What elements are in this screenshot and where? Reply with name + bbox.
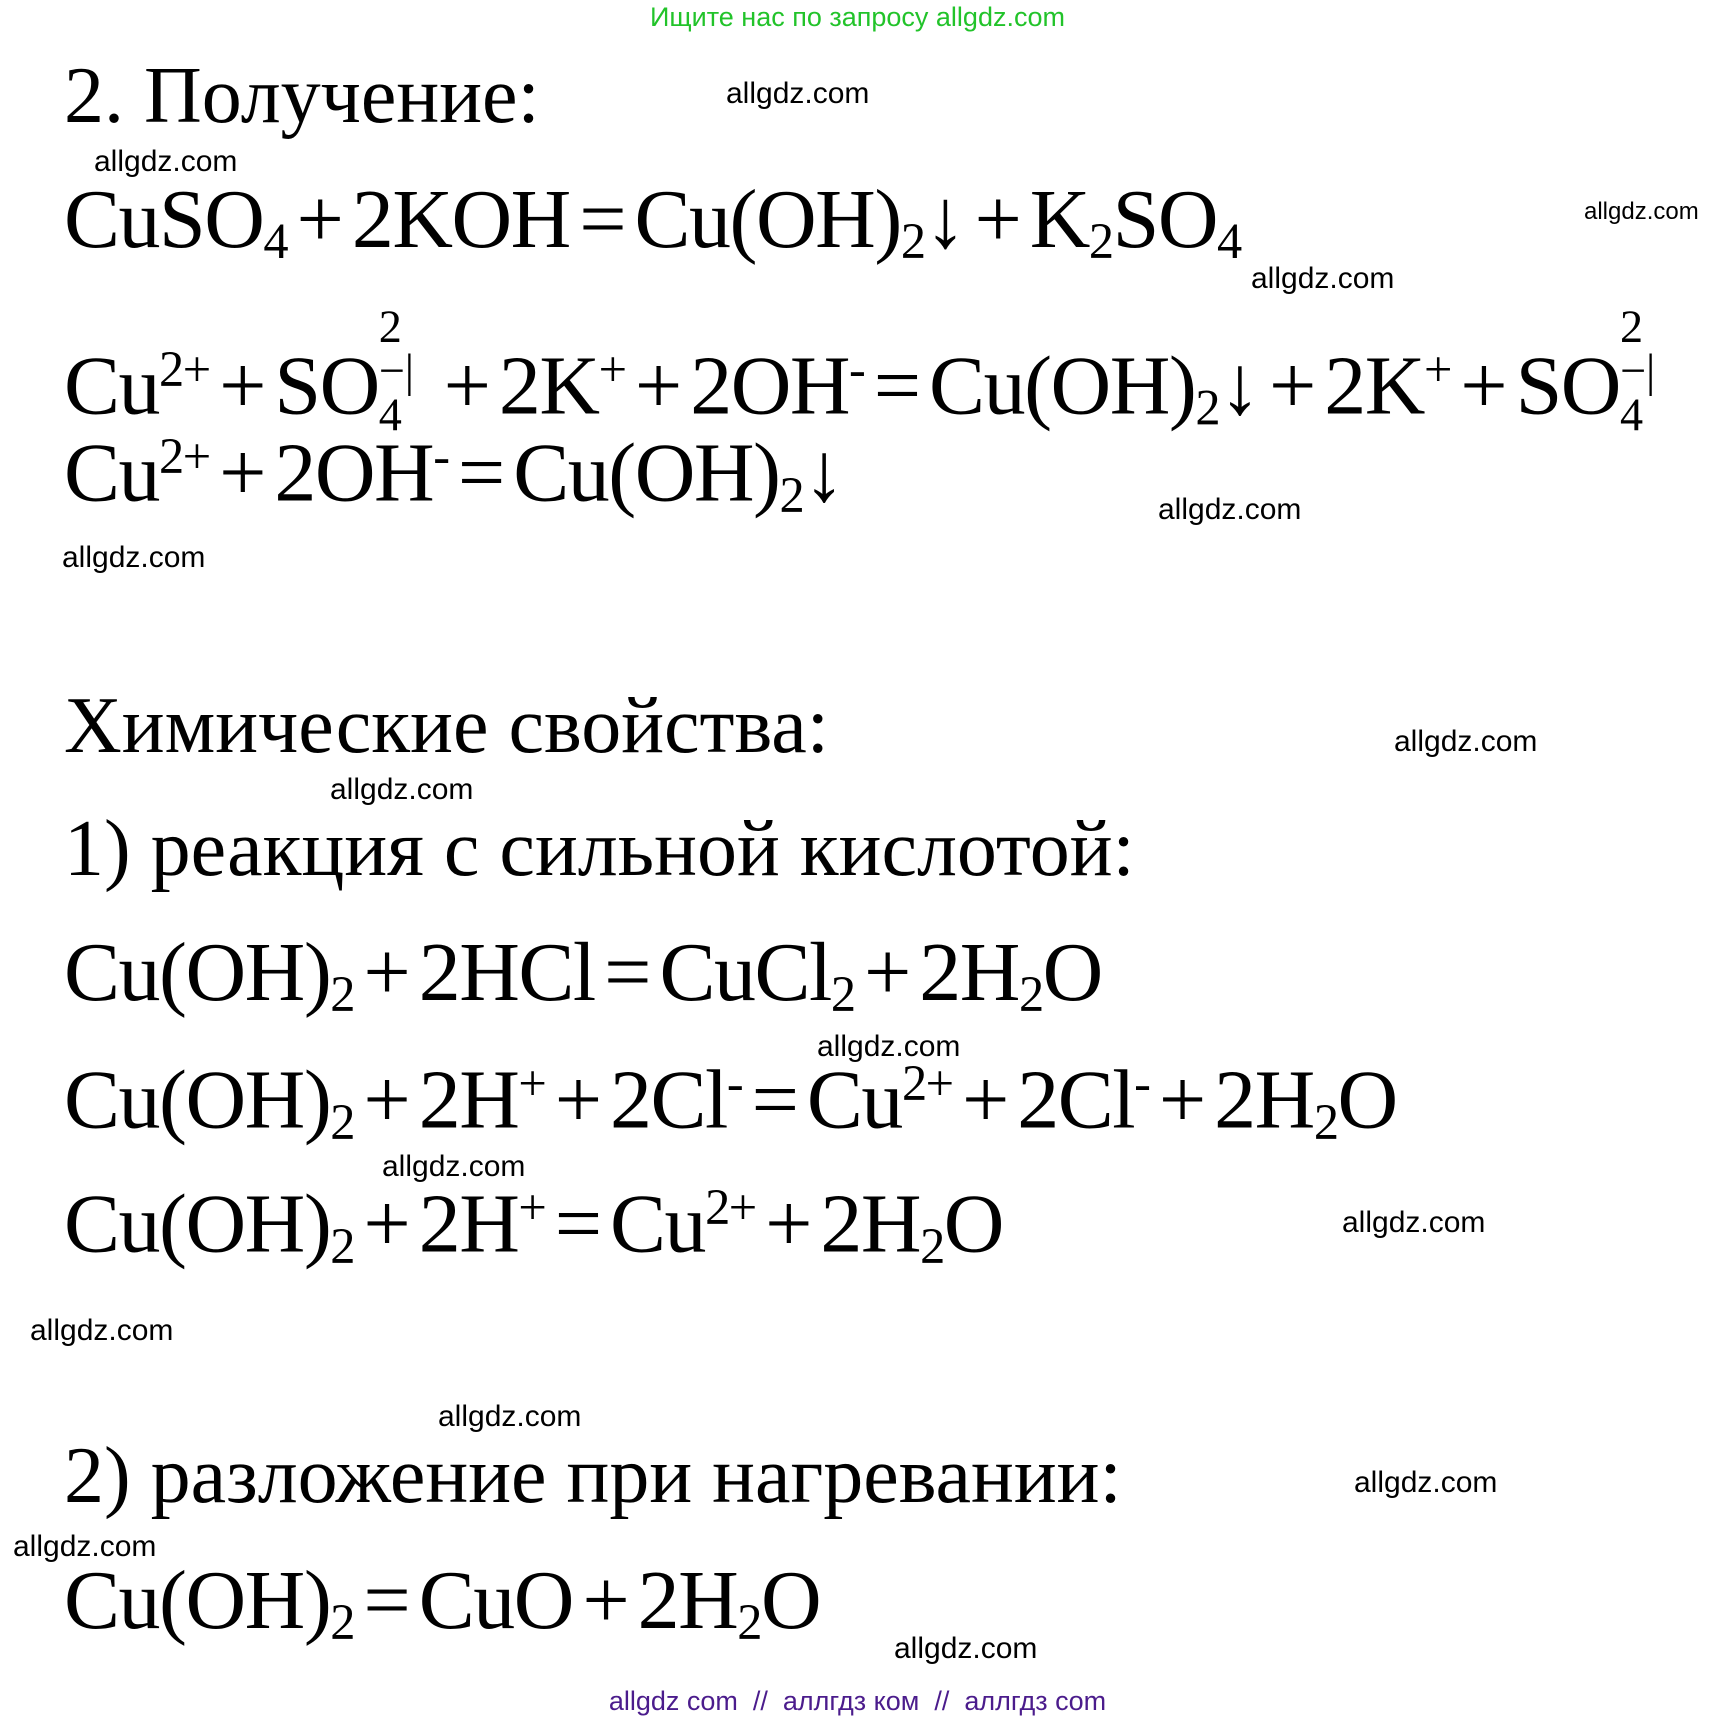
formula-text: + 2KOH = Cu(OH) <box>287 173 901 266</box>
formula-text: Cu(OH) <box>64 1554 331 1647</box>
formula-text: O <box>1337 1053 1397 1147</box>
formula-text: + 2OH <box>209 426 434 520</box>
subscript: 2 <box>737 1594 761 1651</box>
watermark: allgdz.com <box>438 1400 582 1433</box>
equation-short-ionic <box>64 426 844 523</box>
watermark: allgdz.com <box>726 77 870 110</box>
watermark: allgdz.com <box>1158 493 1302 526</box>
watermark: allgdz.com <box>1354 1466 1498 1499</box>
equation-decomposition <box>64 1554 821 1651</box>
subscript: 2 <box>1195 379 1220 436</box>
formula-text: + 2H <box>1149 1053 1314 1147</box>
formula-text: + 2K <box>434 339 599 433</box>
formula-text: O <box>943 1177 1003 1271</box>
subscript: 4 <box>1217 213 1241 270</box>
formula-text: CuSO <box>64 173 264 266</box>
equation-full-ionic <box>64 301 1675 440</box>
subscript: 2 <box>330 1217 354 1274</box>
formula-text: + SO <box>1450 339 1620 433</box>
superscript: 2+ <box>159 428 210 484</box>
watermark: allgdz.com <box>894 1632 1038 1665</box>
formula-text: = Cu(OH) <box>864 339 1196 433</box>
formula-text: + 2H <box>354 1177 519 1271</box>
subscript: 2 <box>900 213 925 270</box>
formula-text: = Cu <box>545 1177 706 1271</box>
charge-index: 2−|4 <box>1619 301 1656 440</box>
formula-text: Cu <box>64 339 160 433</box>
superscript: 2+ <box>159 340 210 397</box>
formula-text: Cu(OH) <box>64 926 331 1019</box>
heading-decomposition: 2) разложение при нагревании: <box>64 1432 1122 1520</box>
formula-text: + 2H <box>854 926 1019 1019</box>
heading-acid-reaction: 1) реакция с сильной кислотой: <box>64 805 1135 893</box>
watermark: allgdz.com <box>817 1030 961 1063</box>
watermark: allgdz.com <box>30 1314 174 1347</box>
watermark: allgdz.com <box>382 1150 526 1183</box>
heading-obtaining: 2. Получение: <box>64 52 540 140</box>
search-banner: Ищите нас по запросу allgdz.com <box>650 2 1065 32</box>
formula-text: ↓ + 2K <box>1219 339 1424 433</box>
formula-text: + 2H <box>755 1177 921 1271</box>
formula-text: SO <box>1112 173 1218 266</box>
superscript: 2+ <box>901 1055 953 1111</box>
subscript: 2 <box>330 1093 354 1150</box>
formula-text: + 2HCl = CuCl <box>354 926 831 1019</box>
superscript: - <box>1134 1055 1150 1111</box>
superscript: + <box>1423 340 1451 397</box>
watermark: allgdz.com <box>94 145 238 178</box>
formula-text: O <box>760 1554 821 1647</box>
formula-text: Cu(OH) <box>64 1053 331 1147</box>
subscript: 2 <box>330 1594 354 1651</box>
footer-watermark: allgdz com // аллгдз ком // аллгдз com <box>608 1686 1107 1716</box>
formula-text: + 2Cl <box>952 1053 1135 1147</box>
subscript: 2 <box>830 966 855 1023</box>
formula-text: = CuO + 2H <box>354 1554 738 1647</box>
watermark: allgdz.com <box>1394 725 1538 758</box>
watermark: allgdz.com <box>1584 198 1699 225</box>
formula-text: + 2H <box>354 1053 519 1147</box>
superscript: - <box>726 1055 743 1111</box>
formula-text: + 2OH <box>625 339 850 433</box>
subscript: 2 <box>1313 1093 1338 1150</box>
subscript: 2 <box>330 966 354 1023</box>
superscript: + <box>518 1179 546 1235</box>
formula-text: Cu(OH) <box>64 1177 331 1271</box>
superscript: - <box>849 340 865 397</box>
subscript: 2 <box>779 466 804 523</box>
formula-text: = Cu(OH) <box>448 426 780 520</box>
subscript: 2 <box>1018 966 1043 1023</box>
formula-text: + 2Cl <box>545 1053 727 1147</box>
charge-index: 2−|4 <box>378 301 415 440</box>
superscript: + <box>598 340 626 397</box>
equation-acid-full-ionic <box>64 1053 1397 1150</box>
superscript: + <box>518 1055 546 1111</box>
heading-chemical-properties: Химические свойства: <box>64 682 829 770</box>
equation-acid-short-ionic <box>64 1177 1003 1274</box>
formula-text: O <box>1042 926 1102 1019</box>
formula-text: = Cu <box>742 1053 902 1147</box>
formula-text: + SO <box>209 339 379 433</box>
watermark: allgdz.com <box>1342 1206 1486 1239</box>
subscript: 4 <box>263 213 288 270</box>
formula-text: ↓ + K <box>924 173 1089 266</box>
superscript: - <box>433 428 449 484</box>
subscript: 2 <box>920 1217 944 1274</box>
watermark: allgdz.com <box>1251 262 1395 295</box>
equation-molecular <box>64 173 1241 270</box>
watermark: allgdz.com <box>13 1530 157 1563</box>
equation-acid-molecular <box>64 926 1102 1023</box>
watermark: allgdz.com <box>62 541 206 574</box>
formula-text: Cu <box>64 426 160 520</box>
watermark: allgdz.com <box>330 773 474 806</box>
formula-text: ↓ <box>803 426 844 520</box>
superscript: 2+ <box>705 1179 756 1235</box>
subscript: 2 <box>1088 213 1113 270</box>
